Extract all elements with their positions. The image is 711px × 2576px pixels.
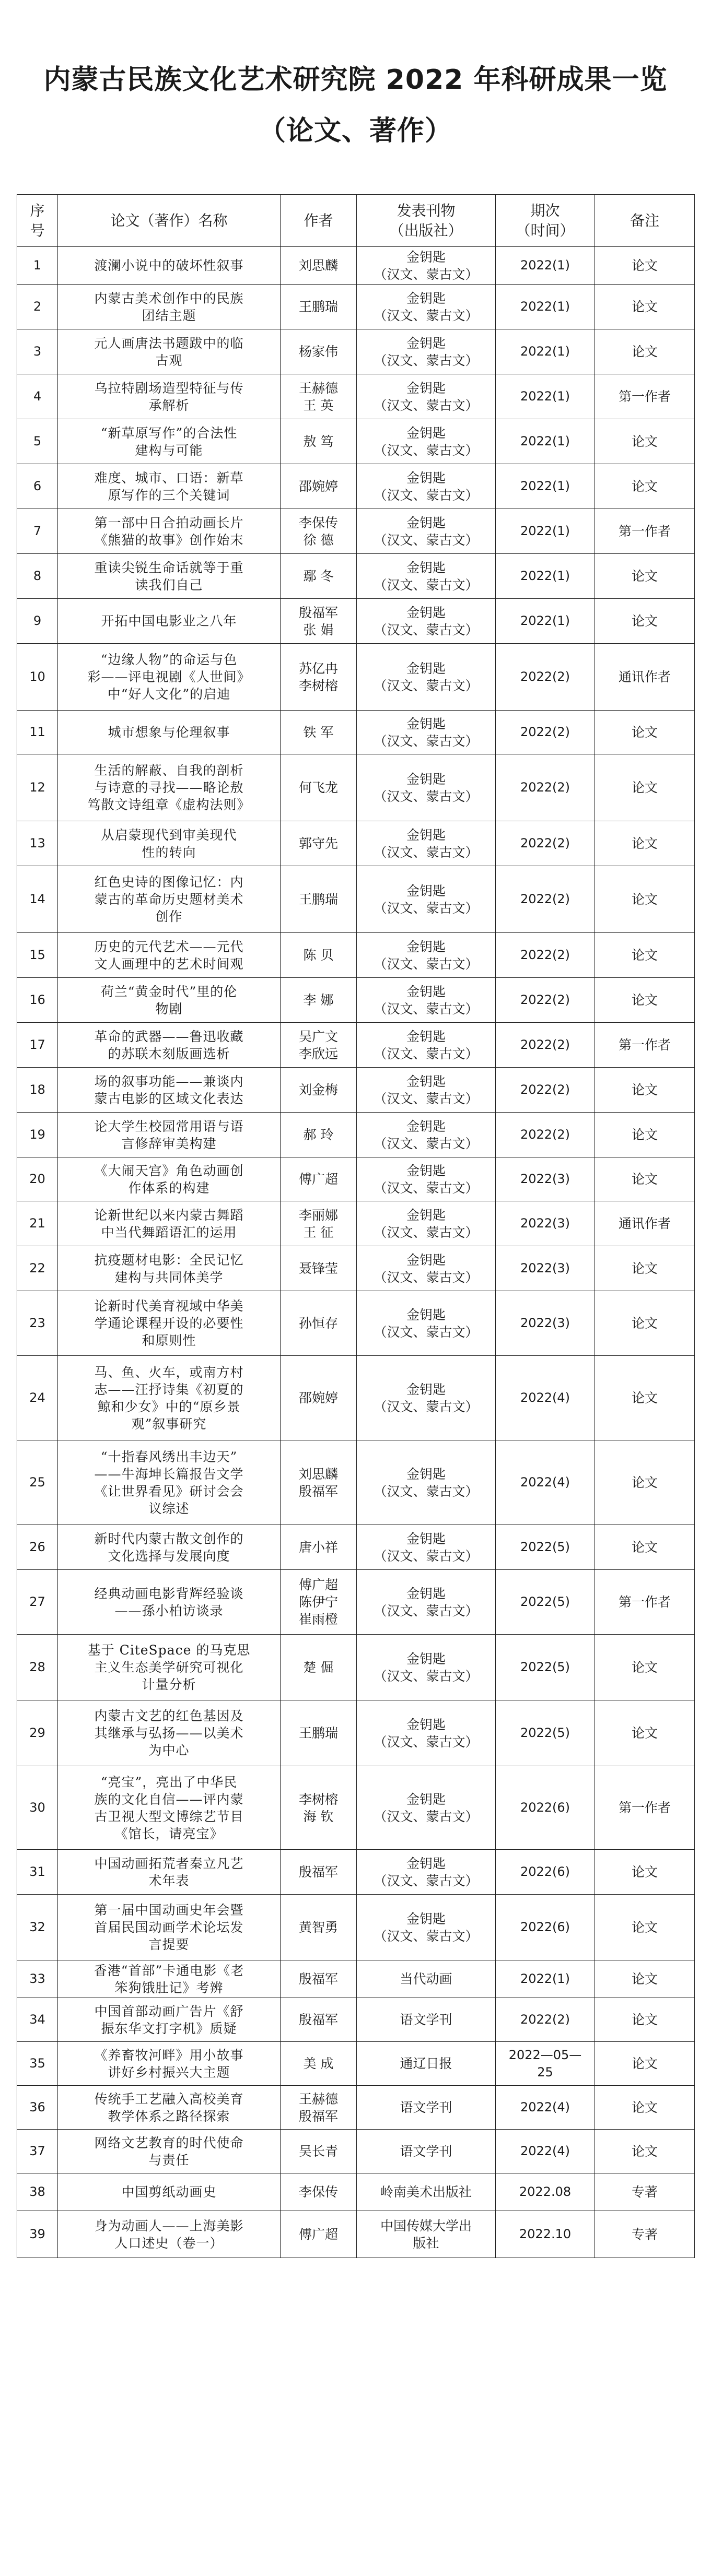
cell-journal: 金钥匙 （汉文、蒙古文） [357,866,496,933]
cell-remark: 论文 [595,1157,695,1201]
cell-no: 34 [17,1998,58,2042]
cell-journal: 金钥匙 （汉文、蒙古文） [357,1291,496,1356]
cell-no: 15 [17,933,58,978]
cell-author: 孙恒存 [281,1291,357,1356]
cell-journal: 金钥匙 （汉文、蒙古文） [357,329,496,374]
cell-title: 中国剪纸动画史 [58,2173,281,2211]
cell-issue: 2022(2) [496,754,595,821]
cell-author: 刘金梅 [281,1068,357,1113]
cell-no: 36 [17,2086,58,2130]
cell-remark: 论文 [595,2086,695,2130]
cell-remark: 论文 [595,1850,695,1895]
cell-title: 第一届中国动画史年会暨 首届民国动画学术论坛发 言提要 [58,1895,281,1960]
cell-journal: 金钥匙 （汉文、蒙古文） [357,247,496,285]
table-row [17,1998,695,2042]
cell-issue: 2022(5) [496,1570,595,1635]
cell-no: 10 [17,644,58,711]
cell-issue: 2022(2) [496,1113,595,1157]
cell-author: 傅广超 [281,2211,357,2258]
header-no: 序 号 [17,195,58,247]
cell-journal: 语文学刊 [357,1998,496,2042]
cell-author: 王鹏瑞 [281,285,357,329]
cell-journal: 金钥匙 （汉文、蒙古文） [357,1570,496,1635]
cell-author: 殷福军 [281,1960,357,1998]
cell-author: 傅广超 [281,1157,357,1201]
cell-issue: 2022(2) [496,933,595,978]
cell-title: 场的叙事功能——兼谈内 蒙古电影的区域文化表达 [58,1068,281,1113]
table-row [17,1356,695,1440]
cell-journal: 金钥匙 （汉文、蒙古文） [357,1440,496,1525]
table-row [17,754,695,821]
cell-author: 何飞龙 [281,754,357,821]
cell-journal: 金钥匙 （汉文、蒙古文） [357,464,496,509]
table-row [17,509,695,554]
cell-title: 论新时代美育视域中华美 学通论课程开设的必要性 和原则性 [58,1291,281,1356]
cell-remark: 第一作者 [595,1570,695,1635]
cell-author: 刘思麟 殷福军 [281,1440,357,1525]
cell-title: 难度、城市、口语：新草 原写作的三个关键词 [58,464,281,509]
cell-no: 37 [17,2130,58,2173]
cell-no: 4 [17,374,58,419]
cell-remark: 论文 [595,419,695,464]
table-row [17,2042,695,2086]
cell-title: 内蒙古文艺的红色基因及 其继承与弘扬——以美术 为中心 [58,1700,281,1766]
cell-journal: 金钥匙 （汉文、蒙古文） [357,419,496,464]
cell-remark: 第一作者 [595,1023,695,1068]
cell-journal: 金钥匙 （汉文、蒙古文） [357,821,496,866]
cell-title: “十指春风绣出丰边天” ——牛海坤长篇报告文学 《让世界看见》研讨会会 议综述 [58,1440,281,1525]
table-header-row [17,195,695,247]
cell-issue: 2022(2) [496,978,595,1023]
cell-title: 内蒙古美术创作中的民族 团结主题 [58,285,281,329]
cell-issue: 2022(2) [496,1068,595,1113]
header-title: 论文（著作）名称 [58,195,281,247]
cell-no: 31 [17,1850,58,1895]
cell-author: 楚 倔 [281,1635,357,1700]
table-row [17,599,695,644]
cell-issue: 2022(3) [496,1201,595,1246]
cell-no: 32 [17,1895,58,1960]
table-row [17,1700,695,1766]
cell-author: 李保传 徐 德 [281,509,357,554]
cell-title: “亮宝”，亮出了中华民 族的文化自信——评内蒙 古卫视大型文博综艺节目 《馆长，请亮宝》 [58,1766,281,1850]
cell-issue: 2022(1) [496,374,595,419]
cell-remark: 论文 [595,1113,695,1157]
cell-title: 论新世纪以来内蒙古舞蹈 中当代舞蹈语汇的运用 [58,1201,281,1246]
cell-journal: 金钥匙 （汉文、蒙古文） [357,1023,496,1068]
cell-no: 21 [17,1201,58,1246]
cell-issue: 2022(1) [496,554,595,599]
table-row [17,285,695,329]
cell-issue: 2022(6) [496,1766,595,1850]
cell-remark: 第一作者 [595,1766,695,1850]
cell-author: 李保传 [281,2173,357,2211]
cell-author: 敖 笃 [281,419,357,464]
cell-no: 12 [17,754,58,821]
table-row [17,1895,695,1960]
page-title: 内蒙古民族文化艺术研究院 2022 年科研成果一览 [43,64,668,96]
cell-issue: 2022(5) [496,1635,595,1700]
cell-journal: 金钥匙 （汉文、蒙古文） [357,509,496,554]
cell-journal: 金钥匙 （汉文、蒙古文） [357,554,496,599]
cell-issue: 2022(1) [496,247,595,285]
cell-author: 李 娜 [281,978,357,1023]
table-row [17,1157,695,1201]
cell-author: 吴长青 [281,2130,357,2173]
cell-remark: 论文 [595,933,695,978]
cell-title: 元人画唐法书题跋中的临 古观 [58,329,281,374]
cell-title: 香港“首部”卡通电影《老 笨狗饿肚记》考辨 [58,1960,281,1998]
cell-no: 2 [17,285,58,329]
cell-title: 乌拉特剧场造型特征与传 承解析 [58,374,281,419]
cell-author: 邵婉婷 [281,464,357,509]
cell-title: 新时代内蒙古散文创作的 文化选择与发展向度 [58,1525,281,1570]
cell-issue: 2022(2) [496,1998,595,2042]
cell-title: 城市想象与伦理叙事 [58,711,281,754]
cell-journal: 金钥匙 （汉文、蒙古文） [357,1113,496,1157]
cell-author: 王鹏瑞 [281,866,357,933]
cell-author: 聂锋莹 [281,1246,357,1291]
table-row [17,1440,695,1525]
table-row [17,1850,695,1895]
cell-journal: 金钥匙 （汉文、蒙古文） [357,933,496,978]
cell-no: 35 [17,2042,58,2086]
cell-title: 红色史诗的图像记忆：内 蒙古的革命历史题材美术 创作 [58,866,281,933]
cell-issue: 2022(6) [496,1895,595,1960]
cell-journal: 金钥匙 （汉文、蒙古文） [357,1895,496,1960]
cell-author: 黄智勇 [281,1895,357,1960]
cell-title: 传统手工艺融入高校美育 教学体系之路径探索 [58,2086,281,2130]
cell-title: 中国动画拓荒者秦立凡艺 术年表 [58,1850,281,1895]
cell-no: 33 [17,1960,58,1998]
cell-no: 11 [17,711,58,754]
cell-remark: 论文 [595,754,695,821]
cell-title: 生活的解蔽、自我的剖析 与诗意的寻找——略论敖 笃散文诗组章《虚构法则》 [58,754,281,821]
cell-issue: 2022(2) [496,1023,595,1068]
table-row [17,644,695,711]
cell-title: “边缘人物”的命运与色 彩——评电视剧《人世间》 中“好人文化”的启迪 [58,644,281,711]
cell-remark: 论文 [595,285,695,329]
cell-remark: 第一作者 [595,509,695,554]
cell-title: 基于 CiteSpace 的马克思 主义生态美学研究可视化 计量分析 [58,1635,281,1700]
cell-title: 马、鱼、火车，或南方村 志——汪抒诗集《初夏的 鲸和少女》中的“原乡景 观”叙事研究 [58,1356,281,1440]
cell-issue: 2022.10 [496,2211,595,2258]
cell-issue: 2022(1) [496,599,595,644]
table-row [17,329,695,374]
cell-journal: 通辽日报 [357,2042,496,2086]
cell-journal: 语文学刊 [357,2086,496,2130]
cell-journal: 中国传媒大学出 版社 [357,2211,496,2258]
cell-no: 28 [17,1635,58,1700]
cell-author: 李树榕 海 钦 [281,1766,357,1850]
table-row [17,1960,695,1998]
cell-title: 《大闹天宫》角色动画创 作体系的构建 [58,1157,281,1201]
cell-remark: 论文 [595,1246,695,1291]
cell-title: 第一部中日合拍动画长片 《熊猫的故事》创作始末 [58,509,281,554]
cell-no: 8 [17,554,58,599]
cell-issue: 2022(5) [496,1700,595,1766]
cell-issue: 2022.08 [496,2173,595,2211]
table-body [17,247,695,2258]
table-row [17,1201,695,1246]
cell-author: 邵婉婷 [281,1356,357,1440]
cell-journal: 语文学刊 [357,2130,496,2173]
cell-no: 1 [17,247,58,285]
cell-title: “新草原写作”的合法性 建构与可能 [58,419,281,464]
table-row [17,1068,695,1113]
cell-author: 苏亿冉 李树榕 [281,644,357,711]
cell-no: 3 [17,329,58,374]
cell-issue: 2022(4) [496,1440,595,1525]
cell-no: 39 [17,2211,58,2258]
cell-no: 13 [17,821,58,866]
cell-author: 杨家伟 [281,329,357,374]
table-row [17,1291,695,1356]
cell-author: 陈 贝 [281,933,357,978]
cell-title: 抗疫题材电影：全民记忆 建构与共同体美学 [58,1246,281,1291]
cell-issue: 2022(3) [496,1157,595,1201]
cell-issue: 2022(2) [496,711,595,754]
cell-issue: 2022(4) [496,2086,595,2130]
header-journal: 发表刊物 （出版社） [357,195,496,247]
cell-author: 铁 军 [281,711,357,754]
table-row [17,711,695,754]
cell-no: 24 [17,1356,58,1440]
cell-journal: 金钥匙 （汉文、蒙古文） [357,1201,496,1246]
cell-issue: 2022(1) [496,464,595,509]
cell-issue: 2022(1) [496,509,595,554]
cell-journal: 岭南美术出版社 [357,2173,496,2211]
cell-author: 郝 玲 [281,1113,357,1157]
table-row [17,1246,695,1291]
cell-author: 傅广超 陈伊宁 崔雨橙 [281,1570,357,1635]
cell-author: 殷福军 [281,1998,357,2042]
cell-author: 刘思麟 [281,247,357,285]
cell-title: 《养畜牧河畔》用小故事 讲好乡村振兴大主题 [58,2042,281,2086]
cell-title: 身为动画人——上海美影 人口述史（卷一） [58,2211,281,2258]
cell-journal: 金钥匙 （汉文、蒙古文） [357,599,496,644]
cell-no: 6 [17,464,58,509]
table-row [17,1766,695,1850]
cell-remark: 论文 [595,1700,695,1766]
cell-remark: 论文 [595,1440,695,1525]
table-row [17,1525,695,1570]
table-row [17,374,695,419]
cell-author: 殷福军 张 娟 [281,599,357,644]
cell-remark: 论文 [595,554,695,599]
cell-no: 20 [17,1157,58,1201]
cell-no: 30 [17,1766,58,1850]
cell-issue: 2022(4) [496,1356,595,1440]
cell-remark: 论文 [595,1895,695,1960]
cell-author: 唐小祥 [281,1525,357,1570]
cell-journal: 当代动画 [357,1960,496,1998]
cell-journal: 金钥匙 （汉文、蒙古文） [357,1246,496,1291]
cell-title: 渡澜小说中的破坏性叙事 [58,247,281,285]
cell-no: 16 [17,978,58,1023]
cell-issue: 2022(2) [496,644,595,711]
cell-journal: 金钥匙 （汉文、蒙古文） [357,1157,496,1201]
cell-title: 开拓中国电影业之八年 [58,599,281,644]
cell-journal: 金钥匙 （汉文、蒙古文） [357,374,496,419]
cell-author: 吴广文 李欣远 [281,1023,357,1068]
cell-title: 论大学生校园常用语与语 言修辞审美构建 [58,1113,281,1157]
cell-author: 郭守先 [281,821,357,866]
cell-author: 王赫德 殷福军 [281,2086,357,2130]
cell-issue: 2022(3) [496,1246,595,1291]
table-row [17,554,695,599]
cell-no: 25 [17,1440,58,1525]
cell-author: 美 成 [281,2042,357,2086]
cell-remark: 论文 [595,2130,695,2173]
table-row [17,866,695,933]
cell-no: 17 [17,1023,58,1068]
cell-remark: 论文 [595,599,695,644]
cell-no: 5 [17,419,58,464]
table-row [17,419,695,464]
header-remark: 备注 [595,195,695,247]
cell-issue: 2022(5) [496,1525,595,1570]
cell-journal: 金钥匙 （汉文、蒙古文） [357,754,496,821]
cell-remark: 专著 [595,2173,695,2211]
cell-title: 从启蒙现代到审美现代 性的转向 [58,821,281,866]
table-row [17,247,695,285]
cell-author: 鄢 冬 [281,554,357,599]
table-row [17,2130,695,2173]
cell-journal: 金钥匙 （汉文、蒙古文） [357,1635,496,1700]
table-row [17,464,695,509]
cell-remark: 论文 [595,866,695,933]
cell-issue: 2022(6) [496,1850,595,1895]
table-row [17,933,695,978]
cell-title: 历史的元代艺术——元代 文人画理中的艺术时间观 [58,933,281,978]
cell-journal: 金钥匙 （汉文、蒙古文） [357,644,496,711]
cell-no: 22 [17,1246,58,1291]
cell-author: 王鹏瑞 [281,1700,357,1766]
cell-journal: 金钥匙 （汉文、蒙古文） [357,711,496,754]
cell-remark: 专著 [595,2211,695,2258]
cell-remark: 论文 [595,1356,695,1440]
cell-remark: 论文 [595,1635,695,1700]
cell-remark: 通讯作者 [595,644,695,711]
cell-remark: 第一作者 [595,374,695,419]
table-row [17,978,695,1023]
cell-issue: 2022—05— 25 [496,2042,595,2086]
cell-remark: 通讯作者 [595,1201,695,1246]
cell-journal: 金钥匙 （汉文、蒙古文） [357,1068,496,1113]
cell-no: 7 [17,509,58,554]
header-author: 作者 [281,195,357,247]
cell-title: 革命的武器——鲁迅收藏 的苏联木刻版画选析 [58,1023,281,1068]
cell-issue: 2022(1) [496,1960,595,1998]
cell-journal: 金钥匙 （汉文、蒙古文） [357,1850,496,1895]
cell-remark: 论文 [595,329,695,374]
cell-issue: 2022(2) [496,866,595,933]
table-row [17,1635,695,1700]
cell-journal: 金钥匙 （汉文、蒙古文） [357,1356,496,1440]
cell-remark: 论文 [595,1960,695,1998]
cell-no: 23 [17,1291,58,1356]
table-row [17,1113,695,1157]
cell-no: 26 [17,1525,58,1570]
page-subtitle: （论文、著作） [258,115,452,147]
cell-title: 荷兰“黄金时代”里的伦 物剧 [58,978,281,1023]
cell-remark: 论文 [595,2042,695,2086]
cell-title: 重读尖锐生命话就等于重 读我们自己 [58,554,281,599]
table-row [17,1570,695,1635]
cell-issue: 2022(4) [496,2130,595,2173]
table-row [17,2173,695,2211]
cell-author: 殷福军 [281,1850,357,1895]
table-row [17,821,695,866]
cell-remark: 论文 [595,247,695,285]
cell-no: 14 [17,866,58,933]
cell-title: 网络文艺教育的时代使命 与责任 [58,2130,281,2173]
cell-no: 38 [17,2173,58,2211]
cell-no: 19 [17,1113,58,1157]
cell-no: 29 [17,1700,58,1766]
cell-journal: 金钥匙 （汉文、蒙古文） [357,978,496,1023]
cell-issue: 2022(2) [496,821,595,866]
cell-remark: 论文 [595,464,695,509]
cell-issue: 2022(1) [496,419,595,464]
table-row [17,2211,695,2258]
cell-title: 中国首部动画广告片《舒 振东华文打字机》质疑 [58,1998,281,2042]
cell-no: 27 [17,1570,58,1635]
header-issue: 期次 （时间） [496,195,595,247]
cell-author: 李丽娜 王 征 [281,1201,357,1246]
cell-remark: 论文 [595,1291,695,1356]
cell-no: 18 [17,1068,58,1113]
cell-issue: 2022(1) [496,285,595,329]
table-row [17,2086,695,2130]
cell-title: 经典动画电影背辉经验谈 ——孫小柏访谈录 [58,1570,281,1635]
cell-remark: 论文 [595,978,695,1023]
cell-remark: 论文 [595,821,695,866]
cell-issue: 2022(1) [496,329,595,374]
cell-remark: 论文 [595,1525,695,1570]
cell-journal: 金钥匙 （汉文、蒙古文） [357,1766,496,1850]
cell-journal: 金钥匙 （汉文、蒙古文） [357,285,496,329]
cell-remark: 论文 [595,1998,695,2042]
table-row [17,1023,695,1068]
cell-no: 9 [17,599,58,644]
cell-remark: 论文 [595,711,695,754]
results-table [17,194,695,2258]
cell-journal: 金钥匙 （汉文、蒙古文） [357,1525,496,1570]
cell-author: 王赫德 王 英 [281,374,357,419]
cell-remark: 论文 [595,1068,695,1113]
cell-issue: 2022(3) [496,1291,595,1356]
cell-journal: 金钥匙 （汉文、蒙古文） [357,1700,496,1766]
